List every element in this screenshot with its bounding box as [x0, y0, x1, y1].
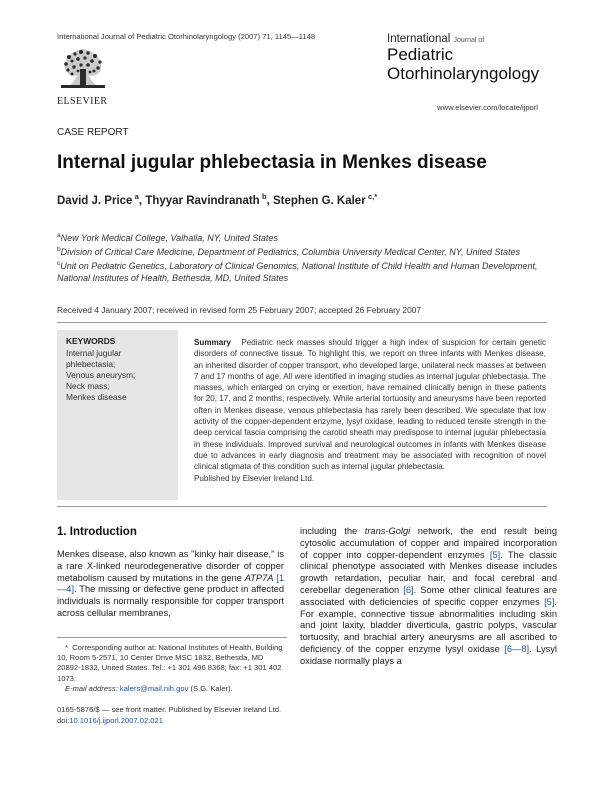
- journal-title-small: Journal of: [453, 37, 485, 44]
- summary-text: Pediatric neck masses should trigger a high index of suspicion for certain genetic disorders of connective tissue. To highlight this, we report on three infants with Menkes disease, an inherited disorder of copper transport, who developed large, unilateral neck masses at between 7 and 17 months of age. All were identified in imaging studies as internal jugular phlebectasia. The masses, which enlarged on crying or exertion, have remained clinically benign in these patients for 20, 17, and 2 months, respectively. While arterial tortuosity and aneurysms have been reported often in Menkes disease, venous phlebectasia has rarely been described. We speculate that low activity of the copper-dependent enzyme, lysyl oxidase, leading to reduced tensile strength in the deep cervical fascia comprising the carotid sheath may predispose to internal jugular phlebectasia in these individuals. Improved survival and neurological outcomes in infants with Menkes disease due to advances in early diagnosis and treatment may be associated with recognition of novel clinical stigmata of this condition such as internal jugular phlebectasia.: [194, 338, 547, 472]
- citation-link[interactable]: [5]: [544, 596, 555, 607]
- received-dates: Received 4 January 2007; received in revised form 25 February 2007; accepted 26 February 2007: [57, 305, 422, 315]
- keyword-item: Menkes disease: [66, 392, 127, 402]
- section-heading-introduction: 1. Introduction: [57, 526, 137, 538]
- keyword-item: Internal jugular phlebectasia;: [66, 348, 122, 369]
- summary-label: Summary: [194, 338, 231, 347]
- keywords-heading: KEYWORDS: [66, 336, 116, 346]
- author-sup: b: [262, 192, 267, 201]
- affiliations: [57, 230, 547, 284]
- email-link[interactable]: kalers@mail.nih.gov: [119, 683, 189, 693]
- author-name: Stephen G. Kaler: [273, 194, 366, 207]
- front-matter-info: 0165-5876/$ — see front matter. Published by Elsevier Ireland Ltd. doi:10.1016/j.ijporl.2007.02.021: [57, 705, 282, 725]
- article-title: Internal jugular phlebectasia in Menkes disease: [57, 152, 487, 173]
- author-list: David J. Price $^a$, Thyyar Ravindranath $^b$, Stephen G. Kaler $^{c,*}$: [57, 192, 378, 207]
- journal-url[interactable]: www.elsevier.com/locate/ijporl: [437, 103, 538, 112]
- doi-link[interactable]: 10.1016/j.ijporl.2007.02.021: [69, 715, 163, 725]
- citation-link[interactable]: [1—4]: [57, 572, 284, 595]
- journal-citation: International Journal of Pediatric Otorhinolaryngology (2007) 71, 1145—1148: [57, 32, 316, 41]
- corresponding-author-footnote: * Corresponding author at: National Institutes of Health, Building 10, Room 5-2571, 10 Center Drive MSC 1832, Bethesda, MD 20892-1832, United States. Tel.: +1 301 496 8368; fax: +1 301 402 1073. E-mail address: kalers@mail.nih.gov (S.G. Kaler).: [57, 643, 283, 693]
- affiliation: $^b$Division of Critical Care Medicine, Department of Pediatrics, Columbia University Medical Center, NY, United States: [57, 246, 520, 257]
- affiliation: $^a$New York Medical College, Valhalla, NY, United States: [57, 232, 278, 243]
- affiliation: $^c$Unit on Pediatric Genetics, Laboratory of Clinical Genomics, National Institute of Child Health and Human Development, National Institutes of Health, Bethesda, MD, United States: [57, 260, 538, 283]
- citation-link[interactable]: [6—8]: [504, 643, 530, 654]
- keywords-list: [66, 348, 172, 403]
- abstract-summary: [194, 337, 546, 484]
- divider: [57, 322, 547, 323]
- divider: [57, 506, 547, 507]
- gene-name: ATP7A: [244, 572, 274, 583]
- intro-paragraph-col2: including the trans-Golgi network, the end result being cytosolic accumulation of copper and impaired incorporation of copper into copper-dependent enzymes [5]. The classic clinical phenotype associated with Menkes disease includes growth retardation, peculiar hair, and focal cerebral and cerebellar degeneration [6]. Some other clinical features are associated with deficiencies of specific copper enzymes [5]. For example, connective tissue abnormalities including skin and joint laxity, bladder diverticula, gastric polyps, vascular tortuosity, and brachial artery aneurysms are all ascribed to deficiency of the copper enzyme lysyl oxidase [6—8]. Lysyl oxidase normally plays a: [300, 526, 558, 666]
- keyword-item: Neck mass;: [66, 381, 110, 391]
- author-name: David J. Price: [57, 194, 133, 207]
- journal-title-line3: Otorhinolaryngology: [387, 64, 540, 83]
- keyword-item: Venous aneurysm;: [66, 370, 136, 380]
- published-by: Published by Elsevier Ireland Ltd.: [194, 473, 315, 483]
- author-sup: c,*: [368, 192, 378, 201]
- journal-title-line2: Pediatric: [387, 45, 454, 64]
- article-section-label: CASE REPORT: [57, 127, 129, 138]
- elsevier-tree-logo-icon: [57, 45, 109, 91]
- author-name: Thyyar Ravindranath: [145, 194, 260, 207]
- citation-link[interactable]: [5]: [489, 549, 501, 560]
- citation-link[interactable]: [6]: [403, 584, 414, 595]
- publisher-wordmark: ELSEVIER: [57, 96, 108, 107]
- journal-title-line1: International Journal of: [387, 33, 485, 45]
- footnote-divider: [57, 637, 287, 638]
- intro-paragraph-col1: Menkes disease, also known as ''kinky hair disease,'' is a rare X-linked neurodegenerative disorder of copper metabolism caused by mutations in the gene ATP7A [1—4]. The missing or defective gene product in affected individuals is normally responsible for copper transport across cellular membranes,: [57, 549, 284, 618]
- author-sup: a: [134, 192, 139, 201]
